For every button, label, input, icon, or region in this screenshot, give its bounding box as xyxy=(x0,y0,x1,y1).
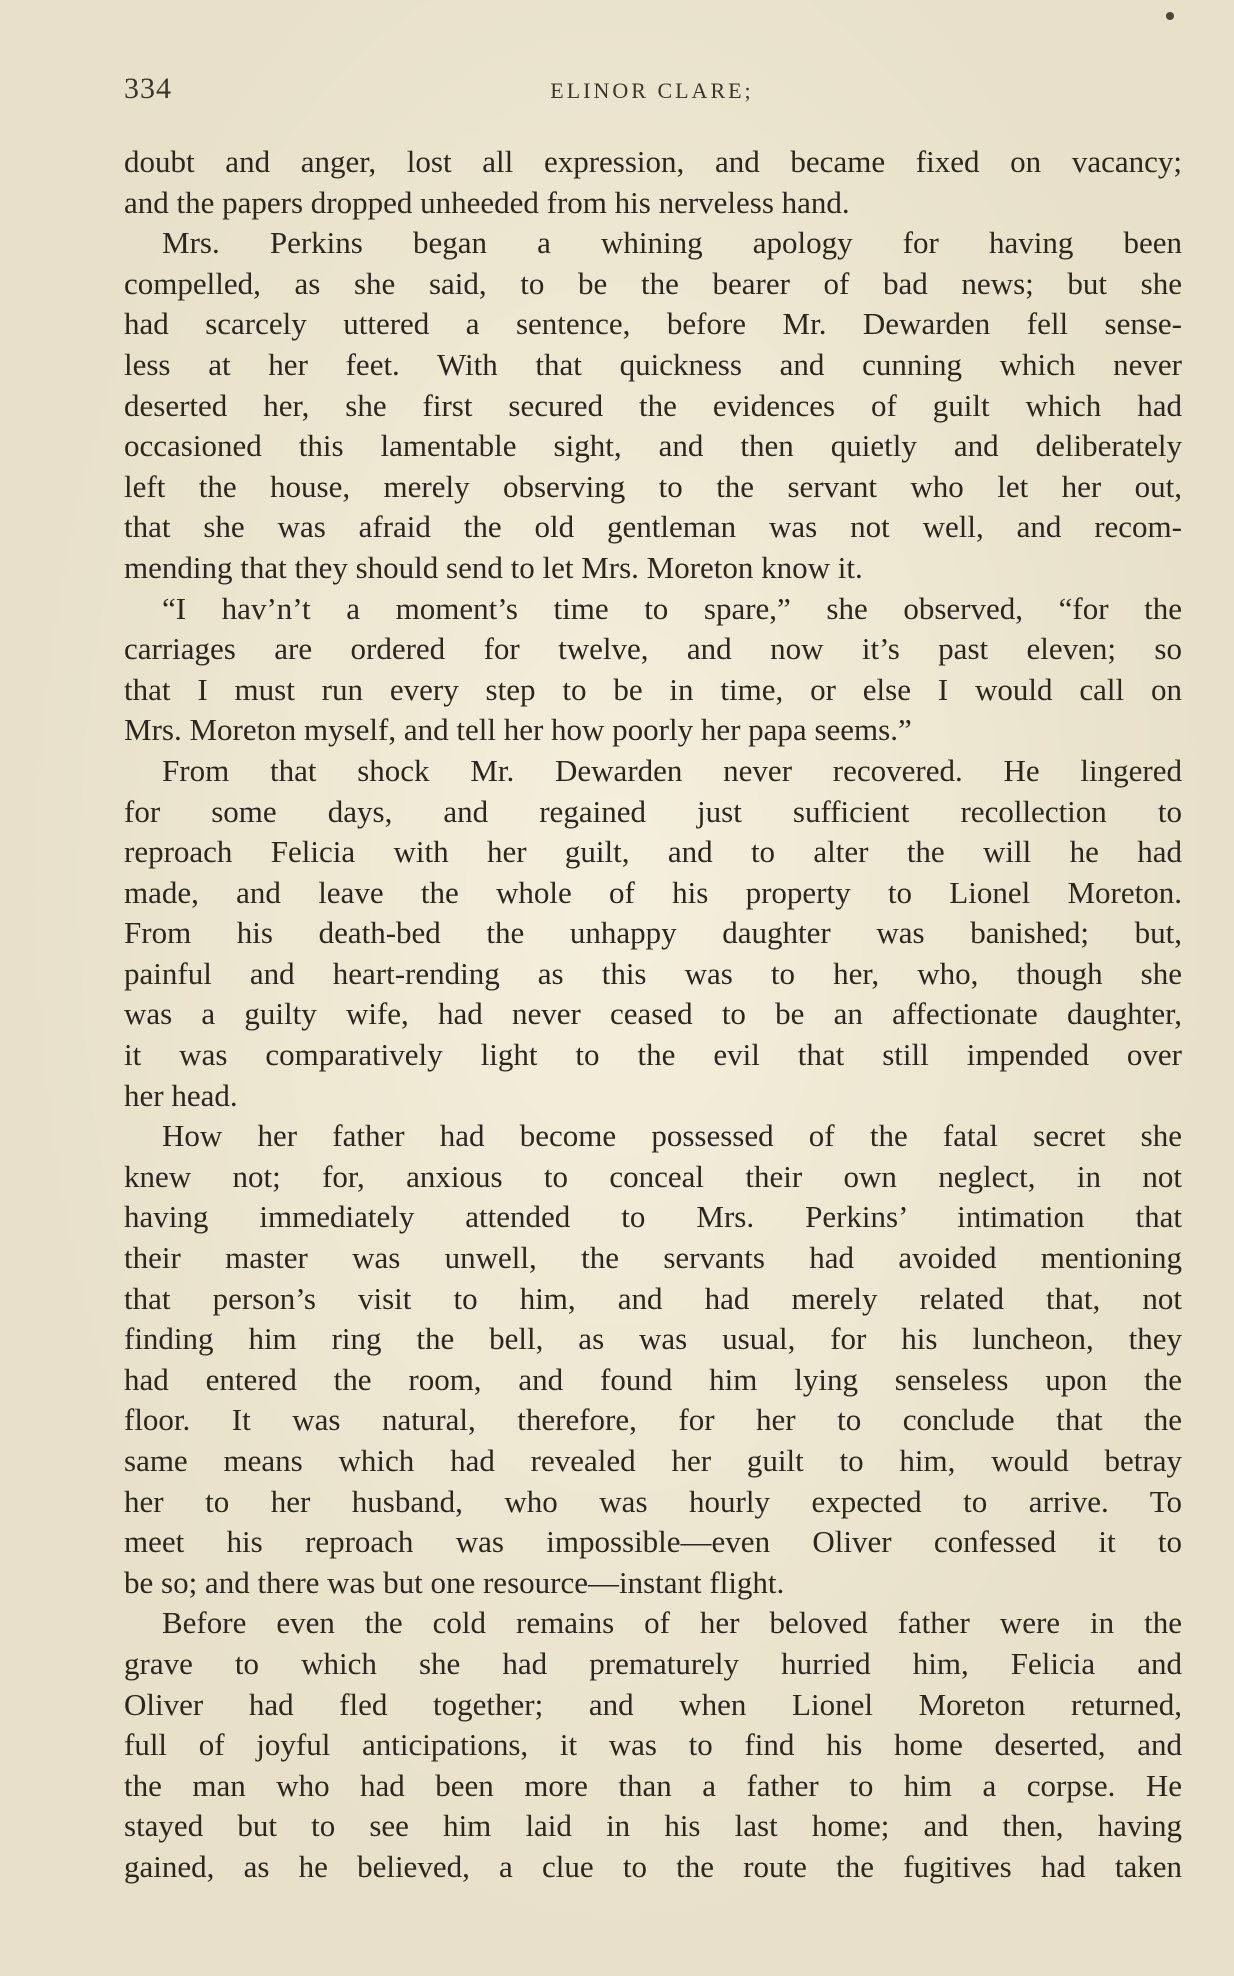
text-line: made, and leave the whole of his property to Lionel Moreton. xyxy=(124,874,1182,910)
text-line: same means which had revealed her guilt to him, would betray xyxy=(124,1443,1182,1478)
text-line: the man who had been more than a father to him a corpse. He xyxy=(124,1767,1182,1803)
text-line: that person’s visit to him, and had merely related that, not xyxy=(124,1280,1182,1316)
body-text xyxy=(124,142,1182,1888)
text-line: left the house, merely observing to the servant who let her out, xyxy=(124,468,1182,504)
text-line: had entered the room, and found him lying senseless upon the xyxy=(124,1361,1182,1397)
text-line: that I must run every step to be in time, or else I would call on xyxy=(124,671,1182,707)
text-line: it was comparatively light to the evil that still impended over xyxy=(124,1037,1182,1073)
text-line: finding him ring the bell, as was usual, for his luncheon, they xyxy=(124,1321,1182,1357)
text-line: floor. It was natural, therefore, for her to conclude that the xyxy=(124,1402,1182,1438)
text-line: “I hav’n’t a moment’s time to spare,” she observed, “for the xyxy=(162,590,1182,626)
ink-speck xyxy=(1166,12,1174,20)
text-line: their master was unwell, the servants had avoided mentioning xyxy=(124,1240,1182,1276)
text-line: From that shock Mr. Dewarden never recovered. He lingered xyxy=(162,752,1182,788)
text-line: that she was afraid the old gentleman was not well, and recom- xyxy=(124,509,1182,545)
text-line: full of joyful anticipations, it was to find his home deserted, and xyxy=(124,1727,1182,1763)
text-line: carriages are ordered for twelve, and now it’s past eleven; so xyxy=(124,631,1182,667)
text-line: Before even the cold remains of her beloved father were in the xyxy=(162,1605,1182,1641)
text-line: Mrs. Moreton myself, and tell her how poorly her papa seems.” xyxy=(124,712,912,748)
page-number: 334 xyxy=(124,72,172,105)
text-line: Oliver had fled together; and when Lionel Moreton returned, xyxy=(124,1686,1182,1722)
text-line: stayed but to see him laid in his last home; and then, having xyxy=(124,1808,1182,1844)
text-line: compelled, as she said, to be the bearer of bad news; but she xyxy=(124,265,1182,301)
text-line: painful and heart-rending as this was to her, who, though she xyxy=(124,955,1182,991)
text-line: How her father had become possessed of the fatal secret she xyxy=(162,1118,1182,1154)
text-line: Mrs. Perkins began a whining apology for having been xyxy=(162,225,1182,261)
running-head xyxy=(124,72,1180,116)
text-line: had scarcely uttered a sentence, before Mr. Dewarden fell sense- xyxy=(124,306,1182,342)
text-line: her head. xyxy=(124,1077,238,1113)
text-line: less at her feet. With that quickness and cunning which never xyxy=(124,346,1182,382)
text-line: for some days, and regained just sufficient recollection to xyxy=(124,793,1182,829)
text-line: deserted her, she first secured the evidences of guilt which had xyxy=(124,387,1182,423)
text-line: her to her husband, who was hourly expected to arrive. To xyxy=(124,1483,1182,1519)
text-line: doubt and anger, lost all expression, and became fixed on vacancy; xyxy=(124,144,1182,179)
text-line: knew not; for, anxious to conceal their own neglect, in not xyxy=(124,1158,1182,1194)
text-line: grave to which she had prematurely hurried him, Felicia and xyxy=(124,1645,1182,1681)
text-line: From his death-bed the unhappy daughter was banished; but, xyxy=(124,915,1182,951)
text-line: mending that they should send to let Mrs. Moreton know it. xyxy=(124,549,863,585)
text-line: be so; and there was but one resource—instant flight. xyxy=(124,1564,785,1600)
text-line: reproach Felicia with her guilt, and to alter the will he had xyxy=(124,834,1182,870)
text-line: meet his reproach was impossible—even Oliver confessed it to xyxy=(124,1524,1182,1560)
text-line: was a guilty wife, had never ceased to be an affectionate daughter, xyxy=(124,996,1182,1032)
text-line: gained, as he believed, a clue to the route the fugitives had taken xyxy=(124,1848,1182,1884)
running-title: ELINOR CLARE; xyxy=(550,78,754,103)
text-line: and the papers dropped unheeded from his nerveless hand. xyxy=(124,184,850,220)
text-line: having immediately attended to Mrs. Perkins’ intimation that xyxy=(124,1199,1182,1235)
text-line: occasioned this lamentable sight, and then quietly and deliberately xyxy=(124,428,1182,464)
